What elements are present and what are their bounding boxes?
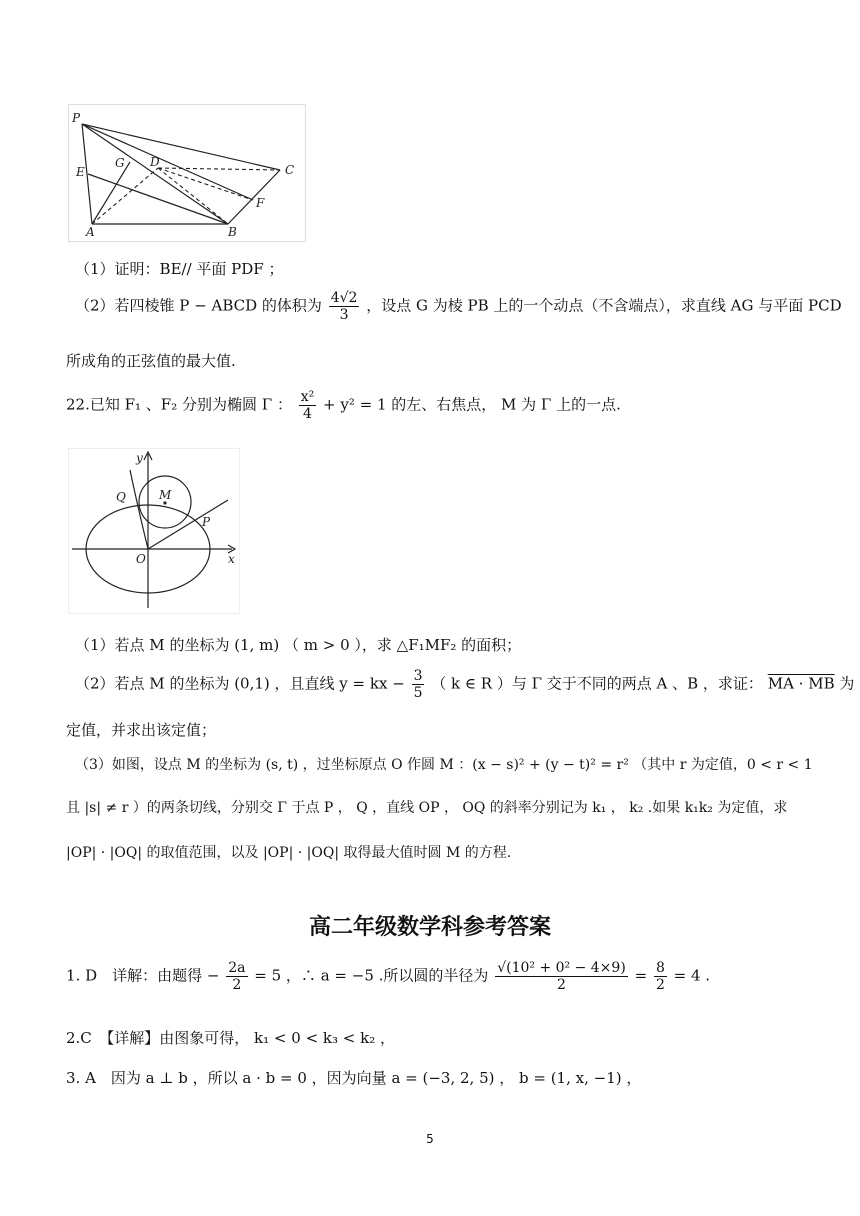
answer-1-text-a: 1. D 详解：由题得 − bbox=[66, 966, 220, 985]
line-denominator: 5 bbox=[413, 685, 423, 702]
answer-1-text-d: = 4 . bbox=[673, 966, 711, 985]
label-P2: P bbox=[202, 515, 211, 529]
label-Q: Q bbox=[116, 490, 126, 504]
label-F: F bbox=[256, 196, 265, 210]
label-G: G bbox=[115, 156, 125, 170]
answer-3: 3. A 因为 a ⊥ b ，所以 a · b = 0 ，因为向量 a = (−3, 2, 5) ， b = (1, x, −1) ， bbox=[66, 1069, 642, 1087]
answer-2: 2.C 【详解】由图象可得， k₁ < 0 < k₃ < k₂ ， bbox=[66, 1029, 395, 1047]
ellipse-fraction bbox=[299, 389, 317, 422]
q21-part2-cont: 所成角的正弦值的最大值. bbox=[66, 352, 236, 370]
answer-1-text-b: = 5 ，∴ a = −5 .所以圆的半径为 bbox=[254, 966, 489, 985]
q22-part3-line1: （3）如图，设点 M 的坐标为 (s, t) ，过坐标原点 O 作圆 M ：(x − s)² + (y − t)² = r² （其中 r 为定值，0 < r < 1 bbox=[75, 757, 813, 773]
q22-part2-text-c: 为 bbox=[839, 674, 855, 693]
q21-part2-text-a: （2）若四棱锥 P − ABCD 的体积为 bbox=[75, 296, 322, 315]
answers-title: 高二年级数学科参考答案 bbox=[308, 915, 551, 940]
q22-part3-line3: |OP| · |OQ| 的取值范围，以及 |OP| · |OQ| 取得最大值时圆 M 的方程. bbox=[66, 845, 512, 861]
label-B: B bbox=[228, 225, 237, 239]
ellipse-denominator: 4 bbox=[303, 406, 312, 423]
q22-part2-text-a: （2）若点 M 的坐标为 (0,1) ，且直线 y = kx − bbox=[75, 674, 405, 693]
q22-part2-cont: 定值，并求出该定值； bbox=[66, 721, 217, 739]
answer-1-text-c: = bbox=[634, 966, 648, 985]
vector-product: MA · MB bbox=[767, 674, 835, 693]
label-y: y bbox=[136, 451, 143, 465]
q22-part2 bbox=[75, 668, 854, 701]
line-fraction bbox=[412, 668, 425, 701]
label-C: C bbox=[285, 163, 295, 177]
label-M: M bbox=[159, 488, 172, 502]
q22-intro-text-b: + y² = 1 的左、右焦点， M 为 Γ 上的一点. bbox=[323, 395, 621, 414]
label-A: A bbox=[86, 225, 95, 239]
answer-1-frac-3 bbox=[654, 960, 667, 993]
q22-part1: （1）若点 M 的坐标为 (1, m) （ m > 0 ），求 △F₁MF₂ 的面积； bbox=[75, 636, 522, 654]
ellipse-numerator: x² bbox=[300, 389, 315, 405]
answer-1-den-1: 2 bbox=[232, 977, 242, 994]
q22-intro bbox=[66, 389, 621, 422]
label-D: D bbox=[150, 155, 160, 169]
label-x: x bbox=[228, 552, 235, 566]
q22-part3-line2: 且 |s| ≠ r ）的两条切线，分别交 Γ 于点 P ， Q ，直线 OP ， OQ 的斜率分别记为 k₁ ， k₂ .如果 k₁k₂ 为定值，求 bbox=[66, 800, 788, 816]
label-O: O bbox=[136, 552, 146, 566]
q21-part2-text-b: ，设点 G 为棱 PB 上的一个动点（不含端点），求直线 AG 与平面 PCD bbox=[366, 296, 842, 315]
answer-1-den-2: 2 bbox=[557, 977, 566, 994]
answer-1-num-1: 2a bbox=[228, 960, 246, 976]
page-number: 5 bbox=[426, 1132, 434, 1146]
label-E: E bbox=[76, 165, 85, 179]
answer-1-num-3: 8 bbox=[655, 960, 665, 976]
answer-1-num-2: √(10² + 0² − 4×9) bbox=[497, 960, 626, 976]
answer-1-den-3: 2 bbox=[655, 977, 665, 994]
q21-part2 bbox=[75, 290, 842, 323]
label-P: P bbox=[72, 111, 81, 125]
pyramid-figure bbox=[68, 104, 306, 242]
volume-denominator: 3 bbox=[339, 307, 349, 324]
ellipse-figure bbox=[68, 448, 240, 614]
line-numerator: 3 bbox=[413, 668, 423, 684]
answer-1-frac-1 bbox=[226, 960, 247, 993]
volume-numerator: 4√2 bbox=[330, 290, 358, 306]
answer-1-frac-2 bbox=[495, 960, 628, 993]
answer-1 bbox=[66, 960, 710, 993]
q22-part2-text-b: （ k ∈ R ）与 Γ 交于不同的两点 A 、B ，求证： bbox=[431, 674, 763, 693]
volume-fraction bbox=[329, 290, 360, 323]
q21-part1: （1）证明：BE// 平面 PDF ； bbox=[75, 260, 284, 278]
q22-intro-text-a: 22.已知 F₁ 、F₂ 分别为椭圆 Γ ： bbox=[66, 395, 292, 414]
